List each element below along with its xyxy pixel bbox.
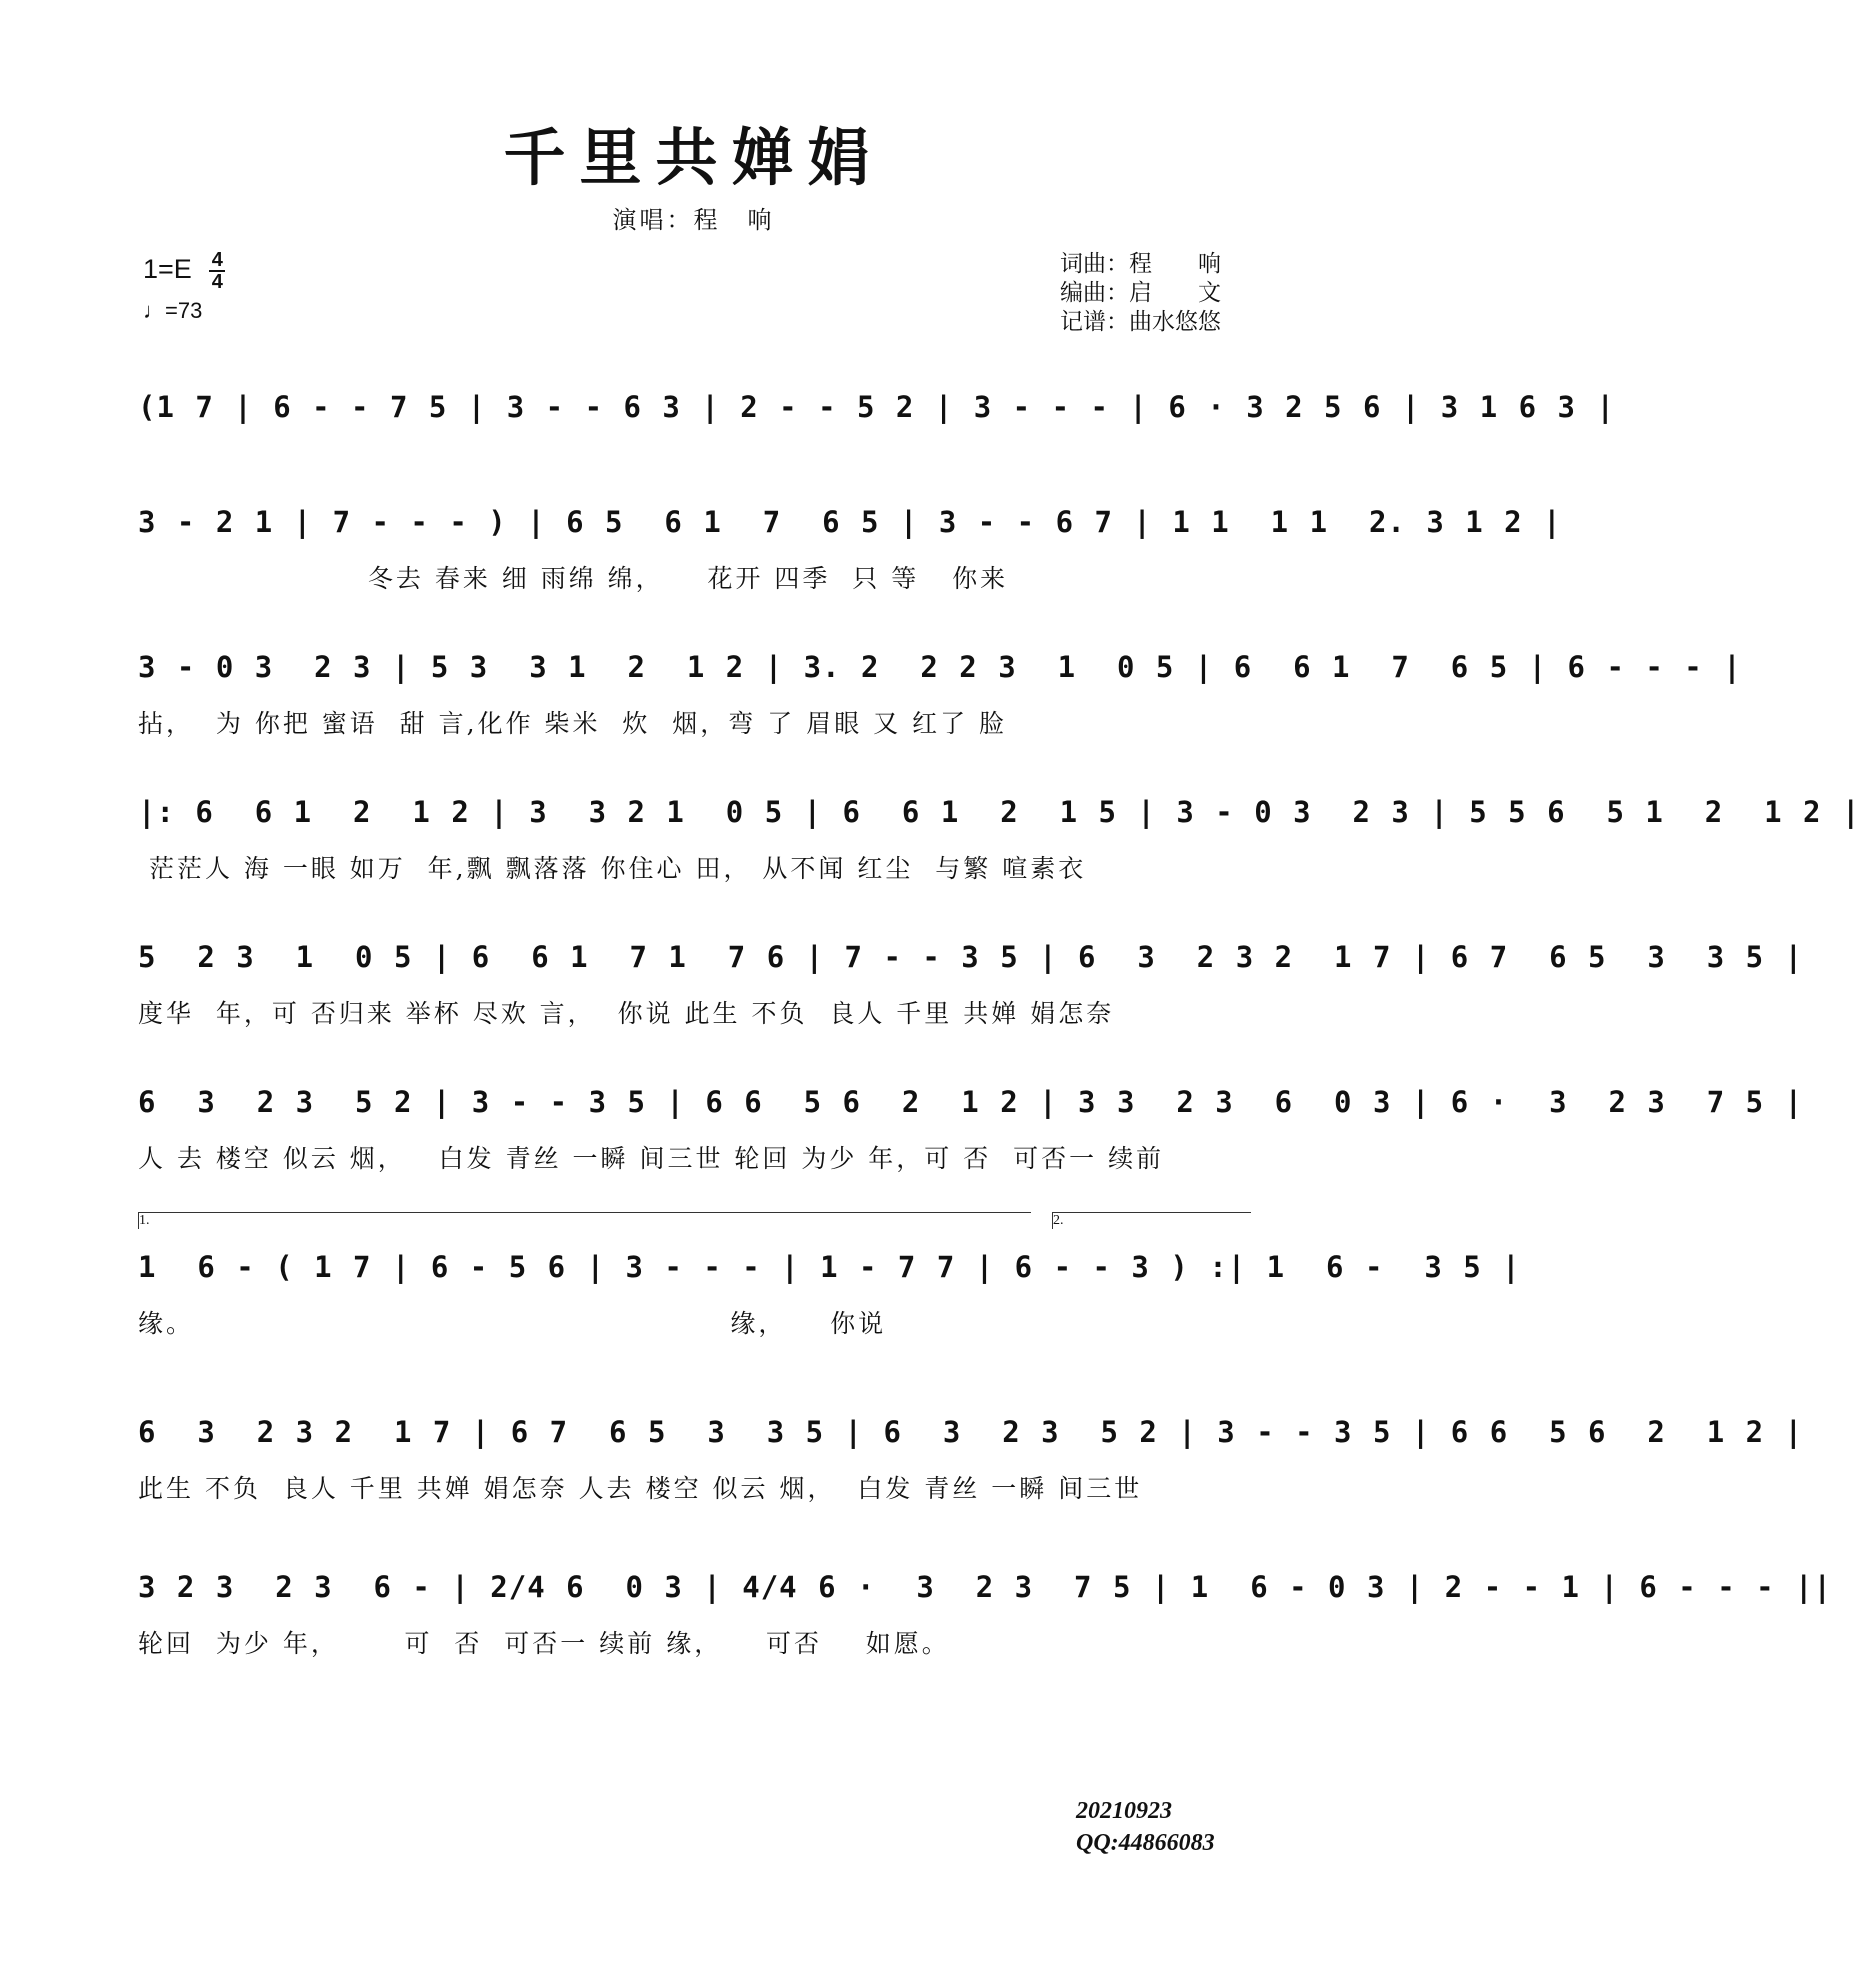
notation-line: 3 - 2 1 | 7 - - - ) | 6 5 6 1 7 6 5 | 3 - - 6 7 | 1 1 1 1 2. 3 1 2 | (138, 505, 1562, 539)
notation-line: 6 3 2 3 2 1 7 | 6 7 6 5 3 3 5 | 6 3 2 3 5 2 | 3 - - 3 5 | 6 6 5 6 2 1 2 | (138, 1415, 1804, 1449)
notation-line: 3 - 0 3 2 3 | 5 3 3 1 2 1 2 | 3. 2 2 2 3 1 0 5 | 6 6 1 7 6 5 | 6 - - - | (138, 650, 1742, 684)
notation-line: 3 2 3 2 3 6 - | 2/4 6 0 3 | 4/4 6 · 3 2 3 7 5 | 1 6 - 0 3 | 2 - - 1 | 6 - - - || (138, 1570, 1832, 1604)
first-ending-label: 1. (139, 1213, 150, 1228)
lyric-line: 冬去 春来 细 雨绵 绵， 花开 四季 只 等 你来 (138, 564, 1009, 593)
time-signature-top: 4 (211, 249, 223, 271)
key-label: 1=E (143, 254, 192, 285)
time-signature-bottom: 4 (211, 271, 223, 293)
notation-line: 5 2 3 1 0 5 | 6 6 1 7 1 7 6 | 7 - - 3 5 | 6 3 2 3 2 1 7 | 6 7 6 5 3 3 5 | (138, 940, 1804, 974)
lyric-line: 轮回 为少 年， 可 否 可否一 续前 缘， 可否 如愿。 (138, 1629, 950, 1658)
second-ending-label: 2. (1053, 1213, 1064, 1228)
credits-block (1060, 250, 1221, 337)
lyric-line: 缘。 缘， 你说 (138, 1309, 887, 1338)
tempo-marking: ♩=73 (143, 298, 203, 323)
lyric-line: 茫茫人 海 一眼 如万 年,飘 飘落落 你住心 田， 从不闻 红尘 与繁 喧素衣 (138, 854, 1087, 883)
lyrics-music-credit: 词曲：程 响 (1060, 251, 1221, 277)
footer-qq: QQ:44866083 (1076, 1830, 1215, 1856)
notation-line: |: 6 6 1 2 1 2 | 3 3 2 1 0 5 | 6 6 1 2 1 5 | 3 - 0 3 2 3 | 5 5 6 5 1 2 1 2 | (138, 795, 1860, 829)
notation-line: 6 3 2 3 5 2 | 3 - - 3 5 | 6 6 5 6 2 1 2 | 3 3 2 3 6 0 3 | 6 · 3 2 3 7 5 | (138, 1085, 1804, 1119)
second-ending-bracket (1052, 1212, 1251, 1229)
singer-credit: 演唱：程 响 (612, 206, 775, 234)
transcriber-credit: 记谱：曲水悠悠 (1060, 309, 1221, 335)
lyric-line: 人 去 楼空 似云 烟， 白发 青丝 一瞬 间三世 轮回 为少 年，可 否 可否一 续前 (138, 1144, 1165, 1173)
lyric-line: 拈， 为 你把 蜜语 甜 言,化作 柴米 炊 烟，弯 了 眉眼 又 红了 脸 (138, 709, 1008, 738)
footer-date: 20210923 (1076, 1798, 1172, 1824)
key-signature (143, 250, 225, 292)
song-title: 千里共婵娟 (503, 121, 884, 194)
first-ending-bracket (138, 1212, 1031, 1229)
time-signature (209, 250, 225, 292)
lyric-line: 此生 不负 良人 千里 共婵 娟怎奈 人去 楼空 似云 烟， 白发 青丝 一瞬 间三世 (138, 1474, 1143, 1503)
notation-line: (1 7 | 6 - - 7 5 | 3 - - 6 3 | 2 - - 5 2 | 3 - - - | 6 · 3 2 5 6 | 3 1 6 3 | (138, 390, 1615, 424)
notation-line: 1 6 - ( 1 7 | 6 - 5 6 | 3 - - - | 1 - 7 7 | 6 - - 3 ) :| 1 6 - 3 5 | (138, 1250, 1521, 1284)
arranger-credit: 编曲：启 文 (1060, 280, 1221, 306)
lyric-line: 度华 年，可 否归来 举杯 尽欢 言， 你说 此生 不负 良人 千里 共婵 娟怎奈 (138, 999, 1115, 1028)
